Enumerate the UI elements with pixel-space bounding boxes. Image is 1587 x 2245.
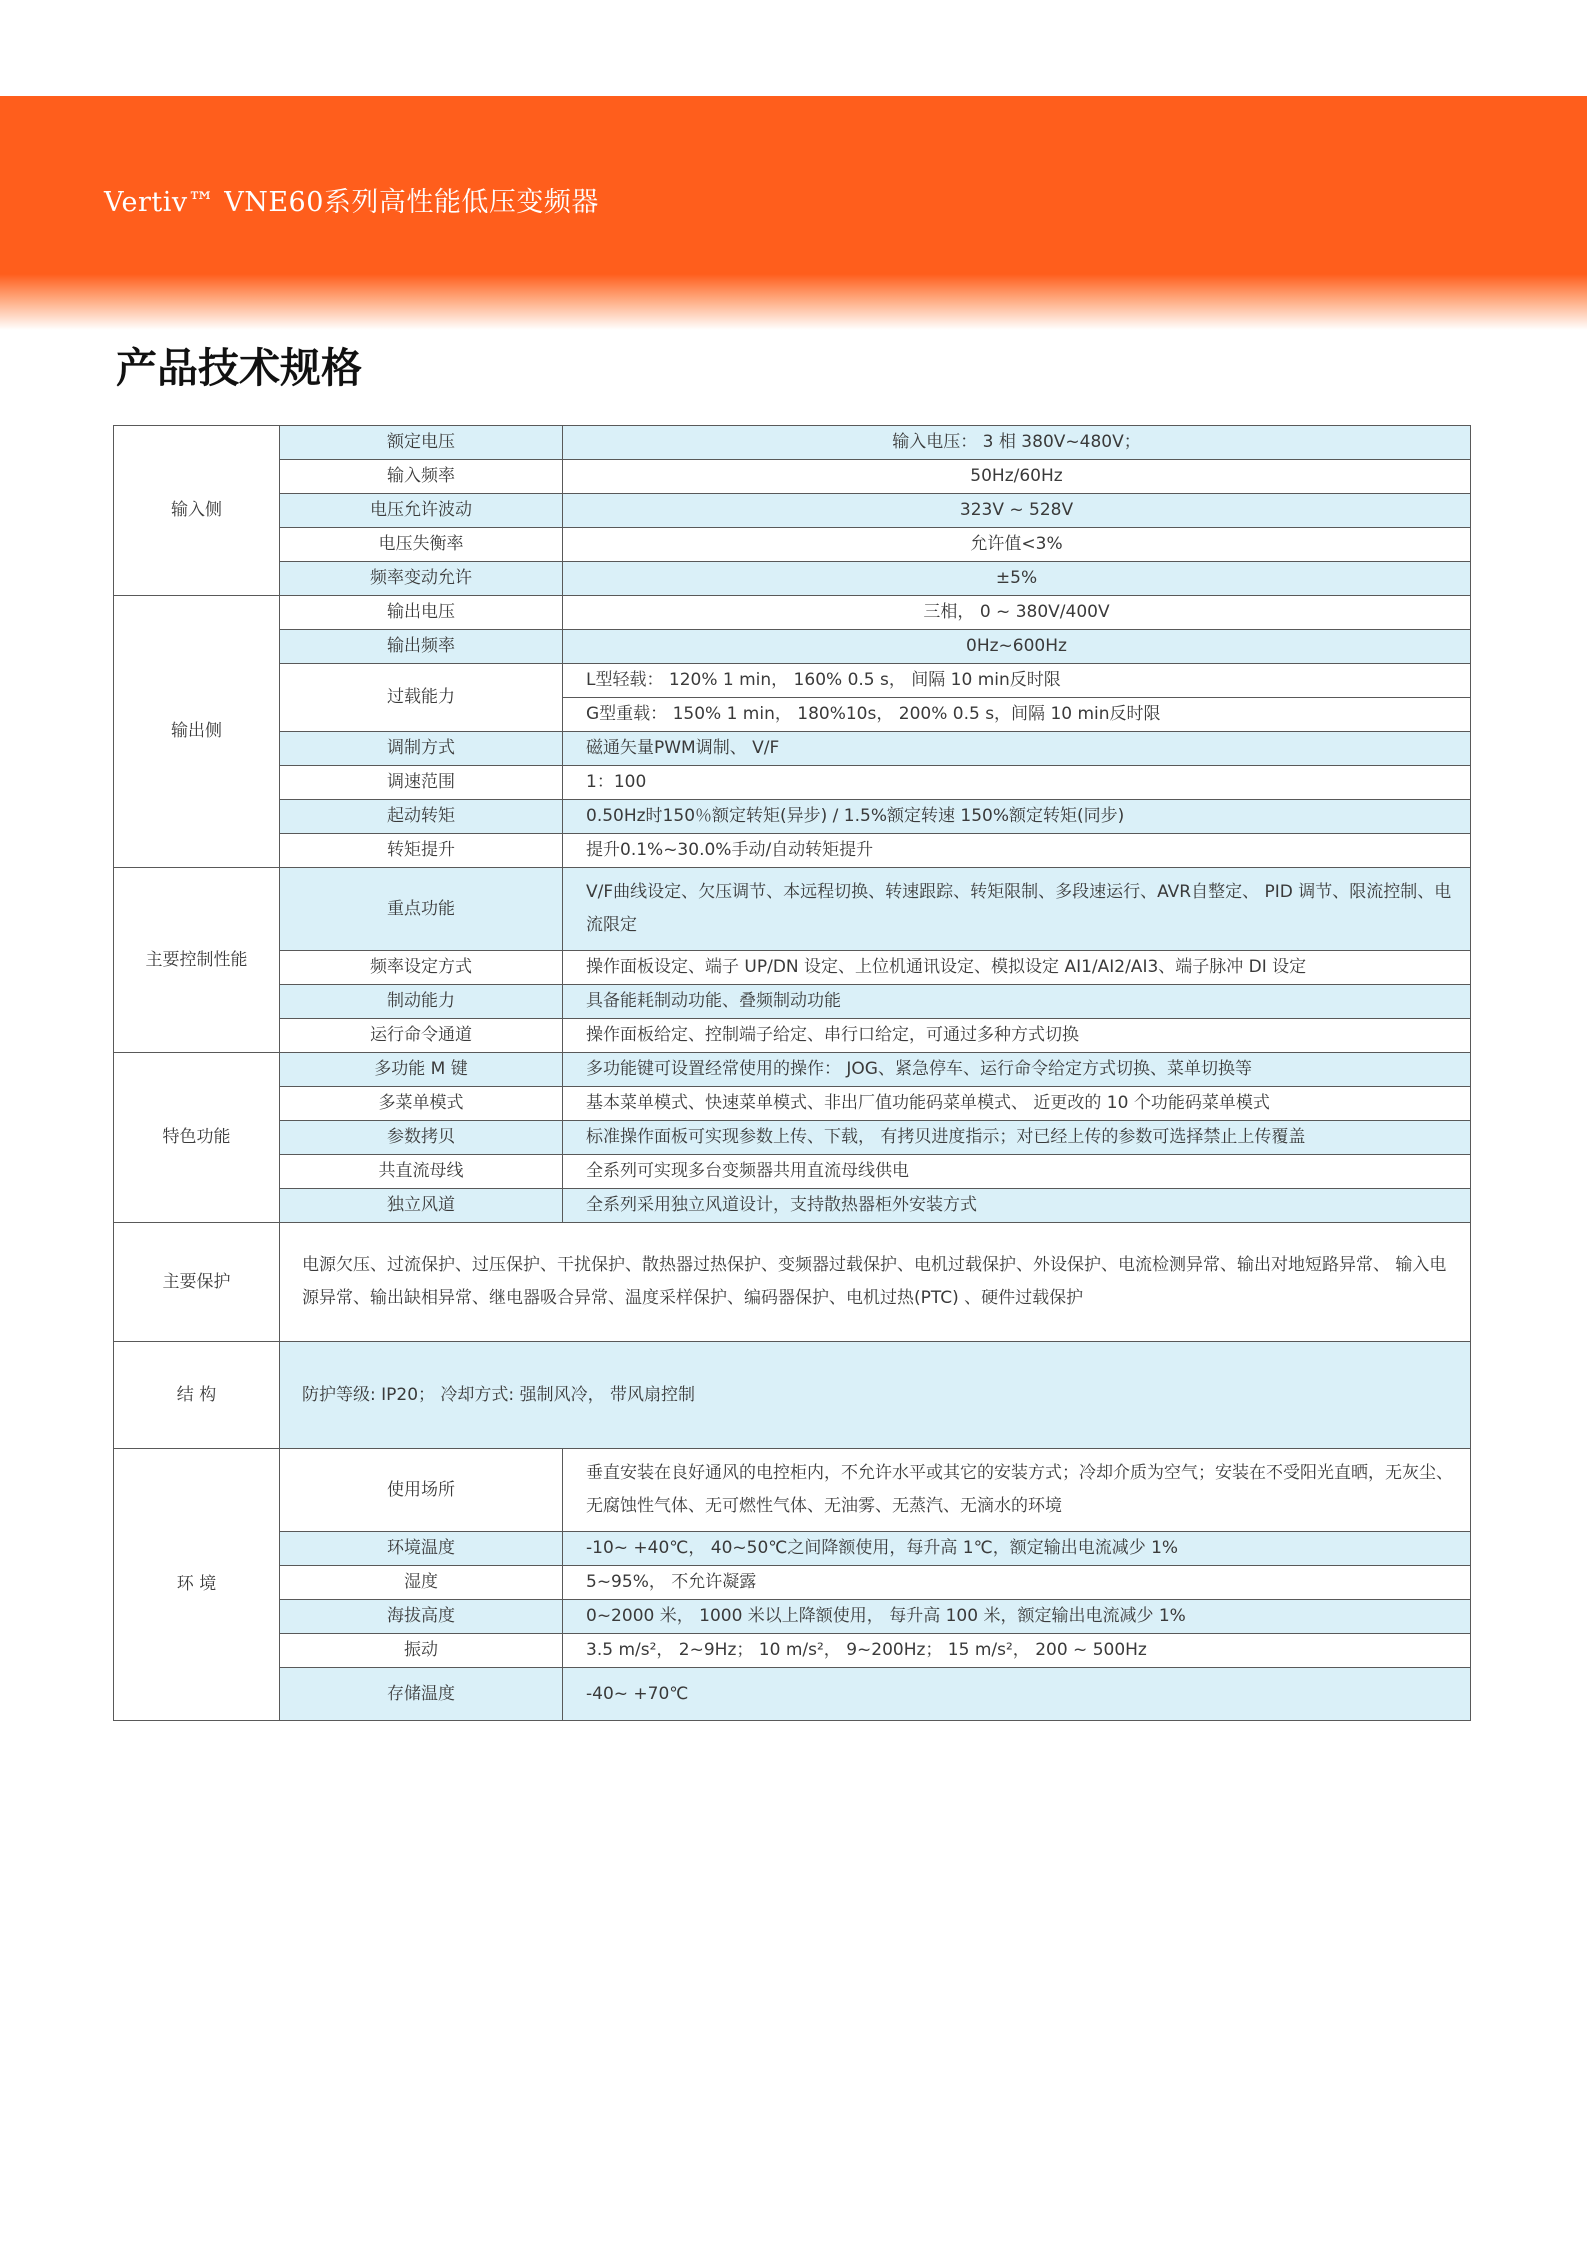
param-label: 多功能 M 键 [280,1053,563,1087]
table-row [114,985,1471,1019]
param-value: 输入电压： 3 相 380V~480V； [563,426,1471,460]
protection-value: 电源欠压、过流保护、过压保护、干扰保护、散热器过热保护、变频器过载保护、电机过载保护、外设保护、电流检测异常、输出对地短路异常、 输入电源异常、输出缺相异常、继电器吸合异常、温度采样保护、编码器保护、电机过热(PTC) 、硬件过载保护 [280,1223,1471,1342]
table-row [114,1600,1471,1634]
param-value: 基本菜单模式、快速菜单模式、非出厂值功能码菜单模式、 近更改的 10 个功能码菜单模式 [563,1087,1471,1121]
table-row [114,494,1471,528]
param-value: L型轻载： 120% 1 min， 160% 0.5 s， 间隔 10 min反时限 [563,664,1471,698]
param-value-secondary: G型重载： 150% 1 min， 180%10s， 200% 0.5 s，间隔 10 min反时限 [563,698,1471,732]
param-label: 调制方式 [280,732,563,766]
param-value: -40~ +70℃ [563,1668,1471,1721]
param-label: 振动 [280,1634,563,1668]
param-value: 全系列可实现多台变频器共用直流母线供电 [563,1155,1471,1189]
param-value: 3.5 m/s²， 2~9Hz； 10 m/s²， 9~200Hz； 15 m/s²， 200 ~ 500Hz [563,1634,1471,1668]
section-label-environment: 环 境 [114,1449,280,1721]
param-label: 海拔高度 [280,1600,563,1634]
param-value: 操作面板给定、控制端子给定、串行口给定，可通过多种方式切换 [563,1019,1471,1053]
param-label: 输出频率 [280,630,563,664]
param-value: 多功能键可设置经常使用的操作： JOG、紧急停车、运行命令给定方式切换、菜单切换等 [563,1053,1471,1087]
param-label: 独立风道 [280,1189,563,1223]
table-row [114,460,1471,494]
param-value: 提升0.1%~30.0%手动/自动转矩提升 [563,834,1471,868]
table-row [114,1053,1471,1087]
table-row [114,1019,1471,1053]
table-row [114,1342,1471,1449]
table-row [114,1449,1471,1532]
param-value: 三相， 0 ~ 380V/400V [563,596,1471,630]
param-label: 额定电压 [280,426,563,460]
table-row [114,834,1471,868]
table-row [114,868,1471,951]
param-value: ±5% [563,562,1471,596]
table-row [114,1634,1471,1668]
param-value: 5~95%， 不允许凝露 [563,1566,1471,1600]
param-value: 标准操作面板可实现参数上传、下载， 有拷贝进度指示；对已经上传的参数可选择禁止上传覆盖 [563,1121,1471,1155]
section-label-control: 主要控制性能 [114,868,280,1053]
param-value: 0Hz~600Hz [563,630,1471,664]
param-value: 50Hz/60Hz [563,460,1471,494]
table-row [114,800,1471,834]
table-row [114,766,1471,800]
page-title: 产品技术规格 [116,344,362,392]
param-label: 转矩提升 [280,834,563,868]
param-label: 参数拷贝 [280,1121,563,1155]
table-row [114,1155,1471,1189]
table-row [114,596,1471,630]
banner-title: Vertiv™ VNE60系列高性能低压变频器 [104,187,599,218]
param-label: 起动转矩 [280,800,563,834]
param-label: 电压失衡率 [280,528,563,562]
param-label: 电压允许波动 [280,494,563,528]
param-value: 323V ~ 528V [563,494,1471,528]
table-row [114,1121,1471,1155]
param-label: 调速范围 [280,766,563,800]
section-label-output: 输出侧 [114,596,280,868]
spec-table [113,425,1471,1721]
section-label-protection: 主要保护 [114,1223,280,1342]
param-value: 操作面板设定、端子 UP/DN 设定、上位机通讯设定、模拟设定 AI1/AI2/AI3、端子脉冲 DI 设定 [563,951,1471,985]
param-value: 1：100 [563,766,1471,800]
section-label-input: 输入侧 [114,426,280,596]
table-row [114,1189,1471,1223]
param-value: 全系列采用独立风道设计，支持散热器柜外安装方式 [563,1189,1471,1223]
param-value: V/F曲线设定、欠压调节、本远程切换、转速跟踪、转矩限制、多段速运行、AVR自整定、 PID 调节、限流控制、电流限定 [563,868,1471,951]
param-label: 存储温度 [280,1668,563,1721]
section-label-features: 特色功能 [114,1053,280,1223]
param-label: 输出电压 [280,596,563,630]
structure-value: 防护等级: IP20； 冷却方式: 强制风冷， 带风扇控制 [280,1342,1471,1449]
param-label: 多菜单模式 [280,1087,563,1121]
param-label: 频率变动允许 [280,562,563,596]
table-row [114,1087,1471,1121]
section-label-structure: 结 构 [114,1342,280,1449]
table-row [114,1566,1471,1600]
table-row [114,426,1471,460]
param-value: -10~ +40℃， 40~50℃之间降额使用，每升高 1℃，额定输出电流减少 1% [563,1532,1471,1566]
param-label: 输入频率 [280,460,563,494]
param-label: 重点功能 [280,868,563,951]
param-value: 垂直安装在良好通风的电控柜内，不允许水平或其它的安装方式；冷却介质为空气；安装在不受阳光直晒，无灰尘、无腐蚀性气体、无可燃性气体、无油雾、无蒸汽、无滴水的环境 [563,1449,1471,1532]
table-row [114,630,1471,664]
table-row [114,951,1471,985]
param-label: 使用场所 [280,1449,563,1532]
table-row [114,1532,1471,1566]
table-row [114,1668,1471,1721]
table-row [114,732,1471,766]
param-value: 0.50Hz时150％额定转矩(异步) / 1.5%额定转速 150%额定转矩(同步) [563,800,1471,834]
param-value: 具备能耗制动功能、叠频制动功能 [563,985,1471,1019]
param-label: 环境温度 [280,1532,563,1566]
param-label: 共直流母线 [280,1155,563,1189]
param-value: 磁通矢量PWM调制、 V/F [563,732,1471,766]
param-label: 运行命令通道 [280,1019,563,1053]
param-label: 制动能力 [280,985,563,1019]
table-row [114,1223,1471,1342]
param-label: 过载能力 [280,664,563,732]
table-row [114,562,1471,596]
param-value: 0~2000 米， 1000 米以上降额使用， 每升高 100 米，额定输出电流减少 1% [563,1600,1471,1634]
param-value: 允许值<3% [563,528,1471,562]
table-row [114,528,1471,562]
param-label: 湿度 [280,1566,563,1600]
table-row [114,664,1471,698]
param-label: 频率设定方式 [280,951,563,985]
